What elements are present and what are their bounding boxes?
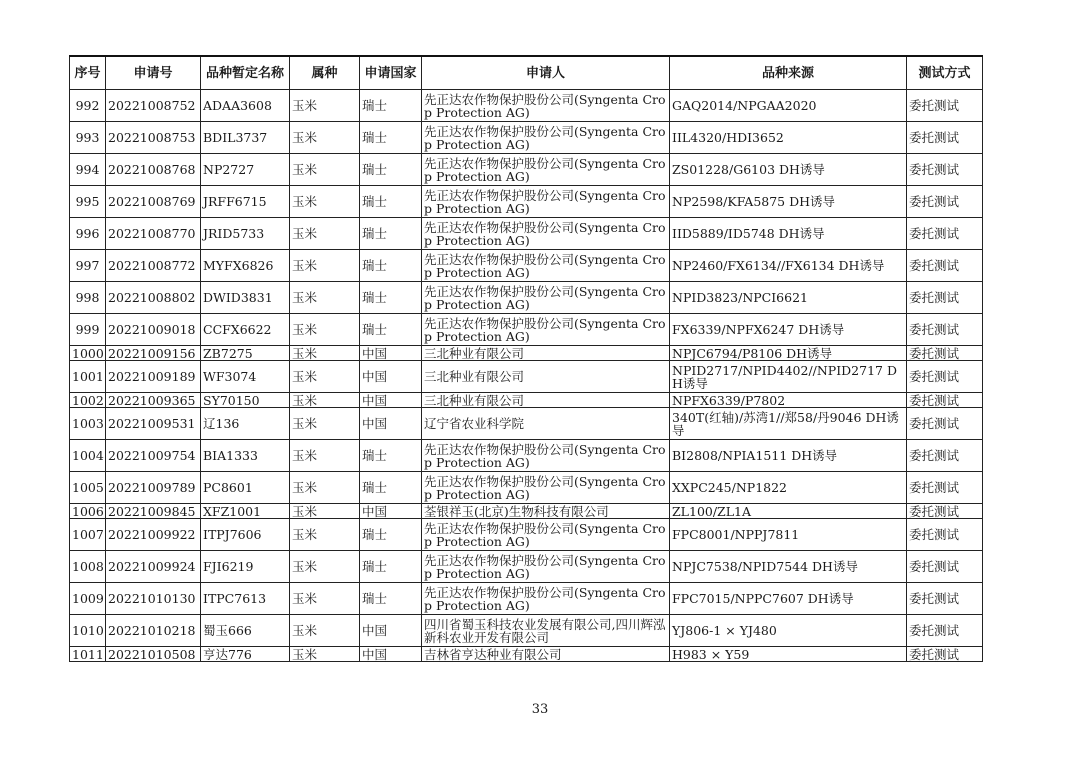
cell-country: 中国 (360, 393, 422, 408)
cell-variety-name: FJI6219 (201, 551, 290, 583)
cell-country: 中国 (360, 504, 422, 519)
cell-variety-source: 340T(红轴)/苏湾1//郑58/丹9046 DH诱导 (670, 408, 907, 440)
table-row (70, 90, 983, 122)
cell-applicant: 四川省蜀玉科技农业发展有限公司,四川辉泓新科农业开发有限公司 (422, 615, 670, 647)
cell-test-method: 委托测试 (907, 551, 983, 583)
cell-serial-no: 1010 (70, 615, 106, 647)
cell-variety-name: ITPC7613 (201, 583, 290, 615)
cell-species: 玉米 (290, 282, 360, 314)
cell-applicant: 先正达农作物保护股份公司(Syngenta Crop Protection AG) (422, 314, 670, 346)
cell-applicant: 先正达农作物保护股份公司(Syngenta Crop Protection AG) (422, 250, 670, 282)
header-applicant: 申请人 (422, 56, 670, 90)
cell-species: 玉米 (290, 361, 360, 393)
cell-serial-no: 1003 (70, 408, 106, 440)
cell-test-method: 委托测试 (907, 361, 983, 393)
header-variety-source: 品种来源 (670, 56, 907, 90)
cell-variety-source: NPJC6794/P8106 DH诱导 (670, 346, 907, 361)
cell-variety-name: CCFX6622 (201, 314, 290, 346)
cell-applicant: 先正达农作物保护股份公司(Syngenta Crop Protection AG) (422, 218, 670, 250)
table-row (70, 218, 983, 250)
cell-application-no: 20221010508 (106, 647, 201, 662)
cell-country: 中国 (360, 346, 422, 361)
header-country: 申请国家 (360, 56, 422, 90)
cell-application-no: 20221009156 (106, 346, 201, 361)
cell-variety-name: SY70150 (201, 393, 290, 408)
cell-country: 瑞士 (360, 186, 422, 218)
variety-table-container (69, 55, 982, 662)
cell-species: 玉米 (290, 519, 360, 551)
cell-test-method: 委托测试 (907, 408, 983, 440)
cell-application-no: 20221008772 (106, 250, 201, 282)
cell-test-method: 委托测试 (907, 218, 983, 250)
cell-serial-no: 1001 (70, 361, 106, 393)
cell-variety-name: XFZ1001 (201, 504, 290, 519)
cell-country: 中国 (360, 615, 422, 647)
cell-serial-no: 996 (70, 218, 106, 250)
cell-variety-source: NPJC7538/NPID7544 DH诱导 (670, 551, 907, 583)
cell-applicant: 荃银祥玉(北京)生物科技有限公司 (422, 504, 670, 519)
cell-variety-source: NP2460/FX6134//FX6134 DH诱导 (670, 250, 907, 282)
cell-serial-no: 1007 (70, 519, 106, 551)
table-row (70, 154, 983, 186)
table-row (70, 186, 983, 218)
header-test-method: 测试方式 (907, 56, 983, 90)
cell-species: 玉米 (290, 90, 360, 122)
cell-country: 瑞士 (360, 282, 422, 314)
cell-variety-source: ZL100/ZL1A (670, 504, 907, 519)
cell-variety-name: NP2727 (201, 154, 290, 186)
cell-application-no: 20221008753 (106, 122, 201, 154)
cell-variety-name: ITPJ7606 (201, 519, 290, 551)
cell-applicant: 三北种业有限公司 (422, 346, 670, 361)
cell-variety-source: IID5889/ID5748 DH诱导 (670, 218, 907, 250)
cell-test-method: 委托测试 (907, 154, 983, 186)
cell-variety-name: DWID3831 (201, 282, 290, 314)
cell-variety-source: NP2598/KFA5875 DH诱导 (670, 186, 907, 218)
cell-application-no: 20221008769 (106, 186, 201, 218)
cell-application-no: 20221009924 (106, 551, 201, 583)
cell-applicant: 先正达农作物保护股份公司(Syngenta Crop Protection AG) (422, 186, 670, 218)
cell-applicant: 先正达农作物保护股份公司(Syngenta Crop Protection AG) (422, 122, 670, 154)
cell-serial-no: 1002 (70, 393, 106, 408)
cell-variety-name: ZB7275 (201, 346, 290, 361)
cell-serial-no: 995 (70, 186, 106, 218)
cell-application-no: 20221009922 (106, 519, 201, 551)
cell-variety-source: XXPC245/NP1822 (670, 472, 907, 504)
cell-applicant: 先正达农作物保护股份公司(Syngenta Crop Protection AG) (422, 282, 670, 314)
cell-variety-name: 亨达776 (201, 647, 290, 662)
cell-test-method: 委托测试 (907, 472, 983, 504)
cell-applicant: 先正达农作物保护股份公司(Syngenta Crop Protection AG) (422, 154, 670, 186)
cell-variety-name: JRFF6715 (201, 186, 290, 218)
cell-application-no: 20221009754 (106, 440, 201, 472)
cell-variety-name: BDIL3737 (201, 122, 290, 154)
cell-applicant: 三北种业有限公司 (422, 361, 670, 393)
cell-serial-no: 993 (70, 122, 106, 154)
table-row (70, 440, 983, 472)
cell-variety-source: H983 × Y59 (670, 647, 907, 662)
table-body (70, 90, 983, 662)
table-row (70, 472, 983, 504)
cell-variety-source: NPFX6339/P7802 (670, 393, 907, 408)
header-application-no: 申请号 (106, 56, 201, 90)
cell-species: 玉米 (290, 250, 360, 282)
cell-test-method: 委托测试 (907, 583, 983, 615)
cell-serial-no: 999 (70, 314, 106, 346)
cell-applicant: 先正达农作物保护股份公司(Syngenta Crop Protection AG) (422, 90, 670, 122)
cell-variety-name: 辽136 (201, 408, 290, 440)
cell-test-method: 委托测试 (907, 440, 983, 472)
cell-serial-no: 994 (70, 154, 106, 186)
cell-country: 瑞士 (360, 583, 422, 615)
cell-test-method: 委托测试 (907, 346, 983, 361)
cell-applicant: 辽宁省农业科学院 (422, 408, 670, 440)
cell-variety-source: GAQ2014/NPGAA2020 (670, 90, 907, 122)
cell-applicant: 先正达农作物保护股份公司(Syngenta Crop Protection AG) (422, 519, 670, 551)
cell-applicant: 三北种业有限公司 (422, 393, 670, 408)
cell-applicant: 先正达农作物保护股份公司(Syngenta Crop Protection AG) (422, 551, 670, 583)
cell-variety-source: NPID3823/NPCI6621 (670, 282, 907, 314)
cell-test-method: 委托测试 (907, 647, 983, 662)
table-row (70, 519, 983, 551)
cell-country: 瑞士 (360, 551, 422, 583)
cell-species: 玉米 (290, 186, 360, 218)
cell-test-method: 委托测试 (907, 504, 983, 519)
table-header-row (70, 56, 983, 90)
cell-test-method: 委托测试 (907, 186, 983, 218)
cell-country: 瑞士 (360, 314, 422, 346)
cell-serial-no: 1009 (70, 583, 106, 615)
cell-species: 玉米 (290, 615, 360, 647)
variety-table (69, 55, 983, 662)
cell-species: 玉米 (290, 583, 360, 615)
cell-variety-name: PC8601 (201, 472, 290, 504)
cell-species: 玉米 (290, 122, 360, 154)
table-row (70, 504, 983, 519)
cell-serial-no: 992 (70, 90, 106, 122)
cell-country: 瑞士 (360, 218, 422, 250)
table-row (70, 583, 983, 615)
cell-species: 玉米 (290, 314, 360, 346)
table-row (70, 282, 983, 314)
cell-country: 瑞士 (360, 154, 422, 186)
table-row (70, 346, 983, 361)
cell-species: 玉米 (290, 393, 360, 408)
cell-applicant: 吉林省亨达种业有限公司 (422, 647, 670, 662)
cell-species: 玉米 (290, 504, 360, 519)
cell-variety-source: FPC7015/NPPC7607 DH诱导 (670, 583, 907, 615)
cell-variety-source: IIL4320/HDI3652 (670, 122, 907, 154)
header-serial-no: 序号 (70, 56, 106, 90)
cell-test-method: 委托测试 (907, 122, 983, 154)
cell-species: 玉米 (290, 472, 360, 504)
cell-application-no: 20221009189 (106, 361, 201, 393)
cell-application-no: 20221009789 (106, 472, 201, 504)
cell-species: 玉米 (290, 440, 360, 472)
cell-serial-no: 998 (70, 282, 106, 314)
cell-country: 瑞士 (360, 122, 422, 154)
cell-species: 玉米 (290, 154, 360, 186)
cell-test-method: 委托测试 (907, 250, 983, 282)
cell-variety-name: ADAA3608 (201, 90, 290, 122)
table-row (70, 361, 983, 393)
cell-variety-name: JRID5733 (201, 218, 290, 250)
table-row (70, 393, 983, 408)
cell-application-no: 20221009845 (106, 504, 201, 519)
cell-test-method: 委托测试 (907, 314, 983, 346)
table-row (70, 314, 983, 346)
cell-species: 玉米 (290, 218, 360, 250)
cell-serial-no: 1005 (70, 472, 106, 504)
table-row (70, 551, 983, 583)
table-row (70, 647, 983, 662)
cell-test-method: 委托测试 (907, 282, 983, 314)
cell-application-no: 20221010218 (106, 615, 201, 647)
cell-serial-no: 997 (70, 250, 106, 282)
cell-applicant: 先正达农作物保护股份公司(Syngenta Crop Protection AG) (422, 440, 670, 472)
page-number: 33 (531, 702, 549, 717)
cell-species: 玉米 (290, 647, 360, 662)
cell-application-no: 20221008802 (106, 282, 201, 314)
cell-applicant: 先正达农作物保护股份公司(Syngenta Crop Protection AG) (422, 583, 670, 615)
cell-variety-name: BIA1333 (201, 440, 290, 472)
cell-serial-no: 1008 (70, 551, 106, 583)
table-row (70, 250, 983, 282)
cell-variety-name: WF3074 (201, 361, 290, 393)
cell-variety-source: ZS01228/G6103 DH诱导 (670, 154, 907, 186)
cell-species: 玉米 (290, 408, 360, 440)
table-row (70, 122, 983, 154)
cell-country: 瑞士 (360, 250, 422, 282)
cell-application-no: 20221008770 (106, 218, 201, 250)
cell-application-no: 20221009018 (106, 314, 201, 346)
cell-variety-name: MYFX6826 (201, 250, 290, 282)
table-row (70, 408, 983, 440)
cell-application-no: 20221008752 (106, 90, 201, 122)
cell-variety-source: FPC8001/NPPJ7811 (670, 519, 907, 551)
cell-country: 瑞士 (360, 472, 422, 504)
cell-serial-no: 1000 (70, 346, 106, 361)
cell-variety-source: NPID2717/NPID4402//NPID2717 DH诱导 (670, 361, 907, 393)
cell-species: 玉米 (290, 551, 360, 583)
header-species: 属种 (290, 56, 360, 90)
cell-test-method: 委托测试 (907, 90, 983, 122)
cell-application-no: 20221009531 (106, 408, 201, 440)
header-variety-name: 品种暂定名称 (201, 56, 290, 90)
cell-test-method: 委托测试 (907, 615, 983, 647)
cell-country: 瑞士 (360, 440, 422, 472)
cell-variety-source: YJ806-1 × YJ480 (670, 615, 907, 647)
cell-serial-no: 1011 (70, 647, 106, 662)
cell-variety-source: BI2808/NPIA1511 DH诱导 (670, 440, 907, 472)
cell-serial-no: 1006 (70, 504, 106, 519)
cell-country: 中国 (360, 408, 422, 440)
cell-application-no: 20221008768 (106, 154, 201, 186)
cell-country: 中国 (360, 361, 422, 393)
cell-test-method: 委托测试 (907, 393, 983, 408)
cell-variety-source: FX6339/NPFX6247 DH诱导 (670, 314, 907, 346)
cell-species: 玉米 (290, 346, 360, 361)
cell-variety-name: 蜀玉666 (201, 615, 290, 647)
cell-country: 瑞士 (360, 519, 422, 551)
table-row (70, 615, 983, 647)
cell-country: 中国 (360, 647, 422, 662)
cell-applicant: 先正达农作物保护股份公司(Syngenta Crop Protection AG) (422, 472, 670, 504)
cell-country: 瑞士 (360, 90, 422, 122)
cell-test-method: 委托测试 (907, 519, 983, 551)
cell-application-no: 20221010130 (106, 583, 201, 615)
cell-application-no: 20221009365 (106, 393, 201, 408)
cell-serial-no: 1004 (70, 440, 106, 472)
